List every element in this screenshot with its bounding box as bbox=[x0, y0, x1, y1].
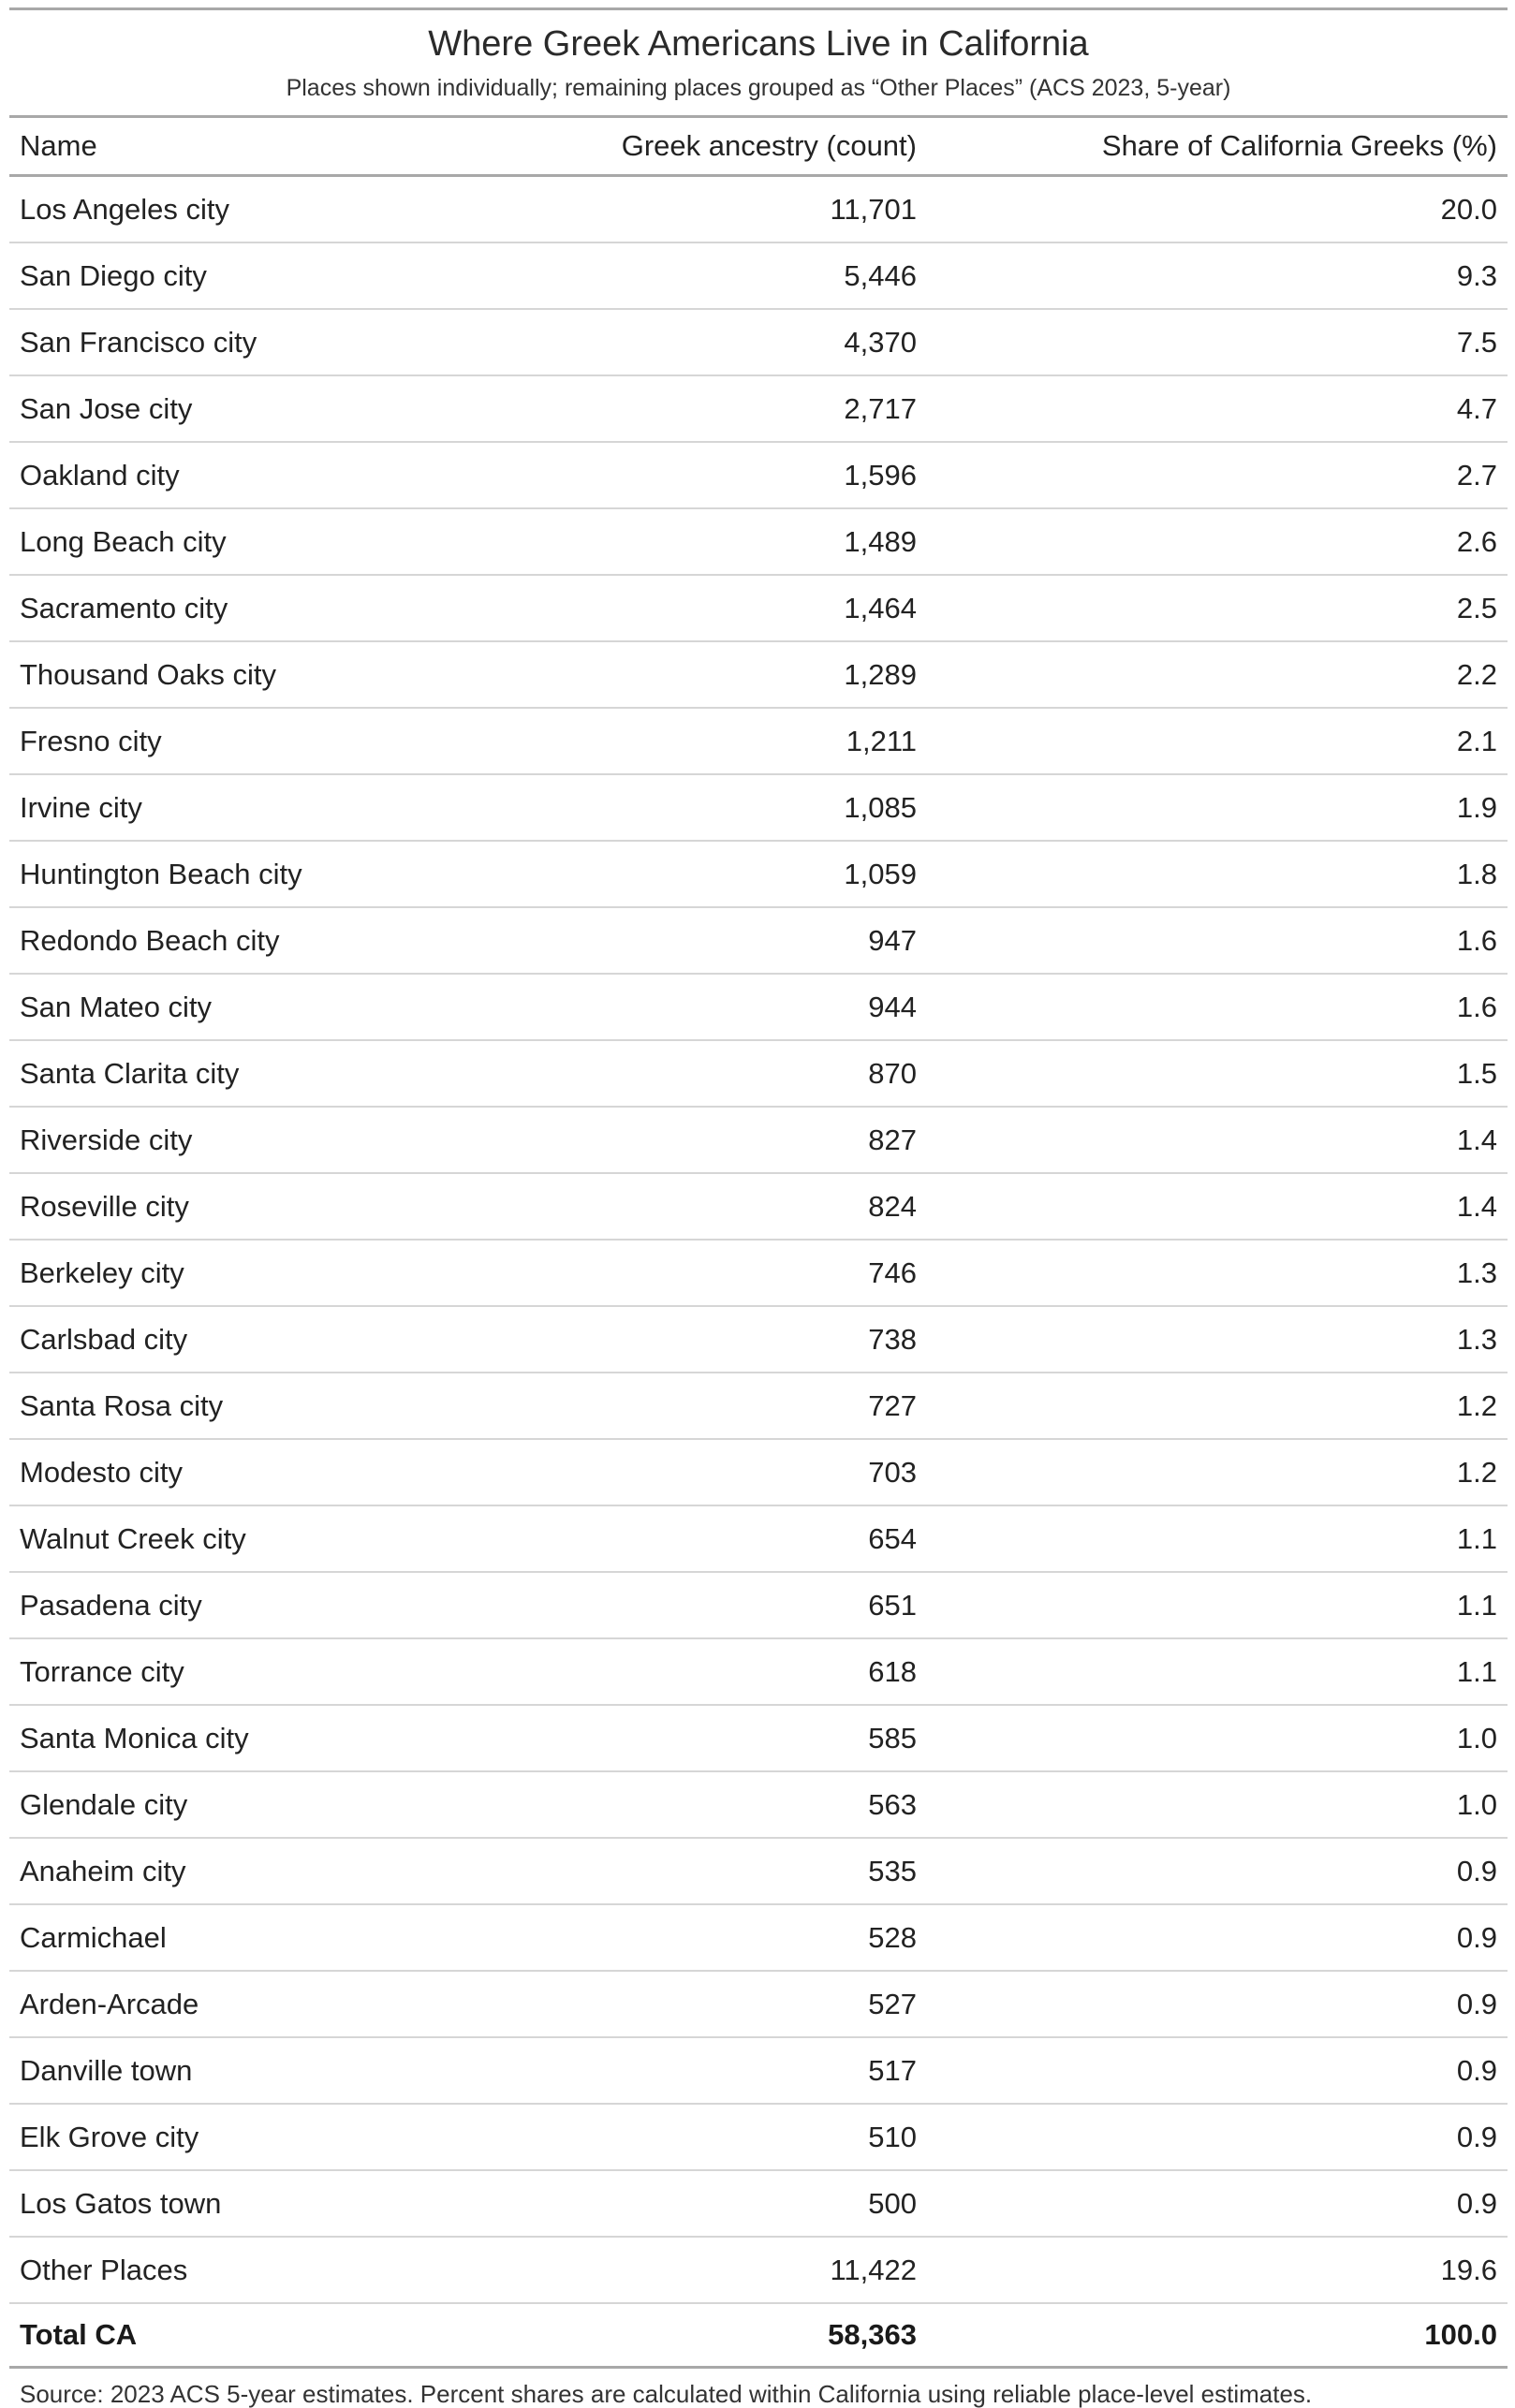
place-name-cell: Thousand Oaks city bbox=[9, 641, 590, 708]
place-name-cell: Riverside city bbox=[9, 1107, 590, 1173]
share-percent-cell: 1.9 bbox=[927, 774, 1508, 841]
table-row bbox=[9, 2170, 1508, 2237]
greek-count-cell: 870 bbox=[590, 1040, 927, 1107]
greek-count-cell: 703 bbox=[590, 1439, 927, 1505]
table-row bbox=[9, 1373, 1508, 1439]
greek-count-cell: 11,422 bbox=[590, 2237, 927, 2303]
share-percent-cell: 2.1 bbox=[927, 708, 1508, 774]
share-percent-cell: 2.2 bbox=[927, 641, 1508, 708]
place-name-cell: Glendale city bbox=[9, 1771, 590, 1838]
greek-count-cell: 618 bbox=[590, 1638, 927, 1705]
greek-count-cell: 500 bbox=[590, 2170, 927, 2237]
table-row bbox=[9, 1771, 1508, 1838]
place-name-cell: San Mateo city bbox=[9, 974, 590, 1040]
place-name-cell: Fresno city bbox=[9, 708, 590, 774]
greek-count-cell: 563 bbox=[590, 1771, 927, 1838]
place-name-cell: Long Beach city bbox=[9, 508, 590, 575]
share-percent-cell: 0.9 bbox=[927, 1904, 1508, 1971]
table-row bbox=[9, 1705, 1508, 1771]
table-header bbox=[9, 117, 1508, 176]
table-row bbox=[9, 1572, 1508, 1638]
greek-count-cell: 11,701 bbox=[590, 176, 927, 243]
table-row bbox=[9, 1904, 1508, 1971]
place-name-cell: Modesto city bbox=[9, 1439, 590, 1505]
table-row bbox=[9, 2037, 1508, 2104]
greek-count-cell: 585 bbox=[590, 1705, 927, 1771]
header-row bbox=[9, 117, 1508, 176]
place-name-cell: San Diego city bbox=[9, 242, 590, 309]
share-percent-cell: 1.0 bbox=[927, 1771, 1508, 1838]
place-name-cell: Torrance city bbox=[9, 1638, 590, 1705]
table-row bbox=[9, 1838, 1508, 1904]
share-percent-cell: 1.3 bbox=[927, 1306, 1508, 1373]
greek-count-cell: 654 bbox=[590, 1505, 927, 1572]
greek-count-cell: 827 bbox=[590, 1107, 927, 1173]
place-name-cell: Irvine city bbox=[9, 774, 590, 841]
place-name-cell: Santa Clarita city bbox=[9, 1040, 590, 1107]
share-percent-cell: 1.4 bbox=[927, 1173, 1508, 1240]
greek-count-cell: 2,717 bbox=[590, 375, 927, 442]
share-percent-cell: 0.9 bbox=[927, 2037, 1508, 2104]
greek-count-cell: 4,370 bbox=[590, 309, 927, 375]
total-label-cell: Total CA bbox=[9, 2303, 590, 2368]
share-percent-cell: 2.7 bbox=[927, 442, 1508, 508]
share-percent-cell: 1.1 bbox=[927, 1638, 1508, 1705]
share-percent-cell: 1.2 bbox=[927, 1439, 1508, 1505]
share-percent-cell: 20.0 bbox=[927, 176, 1508, 243]
greek-count-cell: 510 bbox=[590, 2104, 927, 2170]
greek-count-cell: 527 bbox=[590, 1971, 927, 2037]
table-row bbox=[9, 1240, 1508, 1306]
data-table bbox=[9, 115, 1508, 2369]
greek-count-cell: 517 bbox=[590, 2037, 927, 2104]
place-name-cell: Danville town bbox=[9, 2037, 590, 2104]
place-name-cell: Arden-Arcade bbox=[9, 1971, 590, 2037]
place-name-cell: Santa Monica city bbox=[9, 1705, 590, 1771]
share-percent-cell: 9.3 bbox=[927, 242, 1508, 309]
place-name-cell: Berkeley city bbox=[9, 1240, 590, 1306]
share-percent-cell: 1.1 bbox=[927, 1505, 1508, 1572]
share-percent-cell: 1.6 bbox=[927, 907, 1508, 974]
share-percent-cell: 1.4 bbox=[927, 1107, 1508, 1173]
share-percent-cell: 7.5 bbox=[927, 309, 1508, 375]
greek-count-cell: 1,289 bbox=[590, 641, 927, 708]
total-row bbox=[9, 2303, 1508, 2368]
place-name-cell: San Francisco city bbox=[9, 309, 590, 375]
place-name-cell: Redondo Beach city bbox=[9, 907, 590, 974]
place-name-cell: Sacramento city bbox=[9, 575, 590, 641]
table-subtitle: Places shown individually; remaining places grouped as “Other Places” (ACS 2023, 5-year) bbox=[286, 75, 1231, 101]
greek-count-cell: 824 bbox=[590, 1173, 927, 1240]
greek-count-cell: 1,489 bbox=[590, 508, 927, 575]
place-name-cell: Anaheim city bbox=[9, 1838, 590, 1904]
greek-count-cell: 746 bbox=[590, 1240, 927, 1306]
place-name-cell: Elk Grove city bbox=[9, 2104, 590, 2170]
table-title: Where Greek Americans Live in California bbox=[428, 24, 1089, 64]
greek-count-cell: 528 bbox=[590, 1904, 927, 1971]
share-percent-cell: 1.6 bbox=[927, 974, 1508, 1040]
table-row bbox=[9, 708, 1508, 774]
share-percent-cell: 2.6 bbox=[927, 508, 1508, 575]
share-percent-cell: 2.5 bbox=[927, 575, 1508, 641]
table-row bbox=[9, 242, 1508, 309]
table-row bbox=[9, 1638, 1508, 1705]
total-share-cell: 100.0 bbox=[927, 2303, 1508, 2368]
greek-count-cell: 947 bbox=[590, 907, 927, 974]
share-percent-cell: 1.3 bbox=[927, 1240, 1508, 1306]
table-row bbox=[9, 309, 1508, 375]
share-percent-cell: 4.7 bbox=[927, 375, 1508, 442]
greek-count-cell: 1,211 bbox=[590, 708, 927, 774]
share-percent-cell: 1.8 bbox=[927, 841, 1508, 907]
table-row bbox=[9, 1971, 1508, 2037]
place-name-cell: Other Places bbox=[9, 2237, 590, 2303]
share-percent-cell: 1.1 bbox=[927, 1572, 1508, 1638]
greek-count-cell: 738 bbox=[590, 1306, 927, 1373]
greek-count-cell: 727 bbox=[590, 1373, 927, 1439]
table-row bbox=[9, 176, 1508, 243]
column-header-count: Greek ancestry (count) bbox=[590, 117, 927, 176]
place-name-cell: Roseville city bbox=[9, 1173, 590, 1240]
share-percent-cell: 19.6 bbox=[927, 2237, 1508, 2303]
share-percent-cell: 0.9 bbox=[927, 2104, 1508, 2170]
share-percent-cell: 1.0 bbox=[927, 1705, 1508, 1771]
place-name-cell: Walnut Creek city bbox=[9, 1505, 590, 1572]
place-name-cell: Oakland city bbox=[9, 442, 590, 508]
table-row bbox=[9, 508, 1508, 575]
table-row bbox=[9, 1505, 1508, 1572]
top-rule bbox=[9, 7, 1508, 10]
total-count-cell: 58,363 bbox=[590, 2303, 927, 2368]
table-row bbox=[9, 1306, 1508, 1373]
table-figure bbox=[9, 7, 1508, 2408]
place-name-cell: Carmichael bbox=[9, 1904, 590, 1971]
column-header-name: Name bbox=[9, 117, 590, 176]
greek-count-cell: 1,464 bbox=[590, 575, 927, 641]
table-row bbox=[9, 375, 1508, 442]
greek-count-cell: 535 bbox=[590, 1838, 927, 1904]
share-percent-cell: 1.5 bbox=[927, 1040, 1508, 1107]
share-percent-cell: 0.9 bbox=[927, 2170, 1508, 2237]
place-name-cell: Pasadena city bbox=[9, 1572, 590, 1638]
table-row bbox=[9, 641, 1508, 708]
share-percent-cell: 0.9 bbox=[927, 1971, 1508, 2037]
table-body bbox=[9, 176, 1508, 2368]
place-name-cell: San Jose city bbox=[9, 375, 590, 442]
table-row bbox=[9, 974, 1508, 1040]
place-name-cell: Huntington Beach city bbox=[9, 841, 590, 907]
greek-count-cell: 5,446 bbox=[590, 242, 927, 309]
table-row bbox=[9, 2104, 1508, 2170]
greek-count-cell: 1,059 bbox=[590, 841, 927, 907]
table-row bbox=[9, 1439, 1508, 1505]
source-note: Source: 2023 ACS 5-year estimates. Percent shares are calculated within California using reliable place-level estimates. bbox=[20, 2380, 1313, 2408]
table-row bbox=[9, 575, 1508, 641]
table-row bbox=[9, 1040, 1508, 1107]
share-percent-cell: 0.9 bbox=[927, 1838, 1508, 1904]
table-row bbox=[9, 907, 1508, 974]
greek-count-cell: 1,085 bbox=[590, 774, 927, 841]
place-name-cell: Los Gatos town bbox=[9, 2170, 590, 2237]
share-percent-cell: 1.2 bbox=[927, 1373, 1508, 1439]
table-row bbox=[9, 841, 1508, 907]
table-row bbox=[9, 1173, 1508, 1240]
place-name-cell: Santa Rosa city bbox=[9, 1373, 590, 1439]
greek-count-cell: 1,596 bbox=[590, 442, 927, 508]
place-name-cell: Los Angeles city bbox=[9, 176, 590, 243]
table-row bbox=[9, 774, 1508, 841]
table-row bbox=[9, 442, 1508, 508]
place-name-cell: Carlsbad city bbox=[9, 1306, 590, 1373]
column-header-share: Share of California Greeks (%) bbox=[927, 117, 1508, 176]
table-row bbox=[9, 1107, 1508, 1173]
greek-count-cell: 651 bbox=[590, 1572, 927, 1638]
greek-count-cell: 944 bbox=[590, 974, 927, 1040]
table-row bbox=[9, 2237, 1508, 2303]
